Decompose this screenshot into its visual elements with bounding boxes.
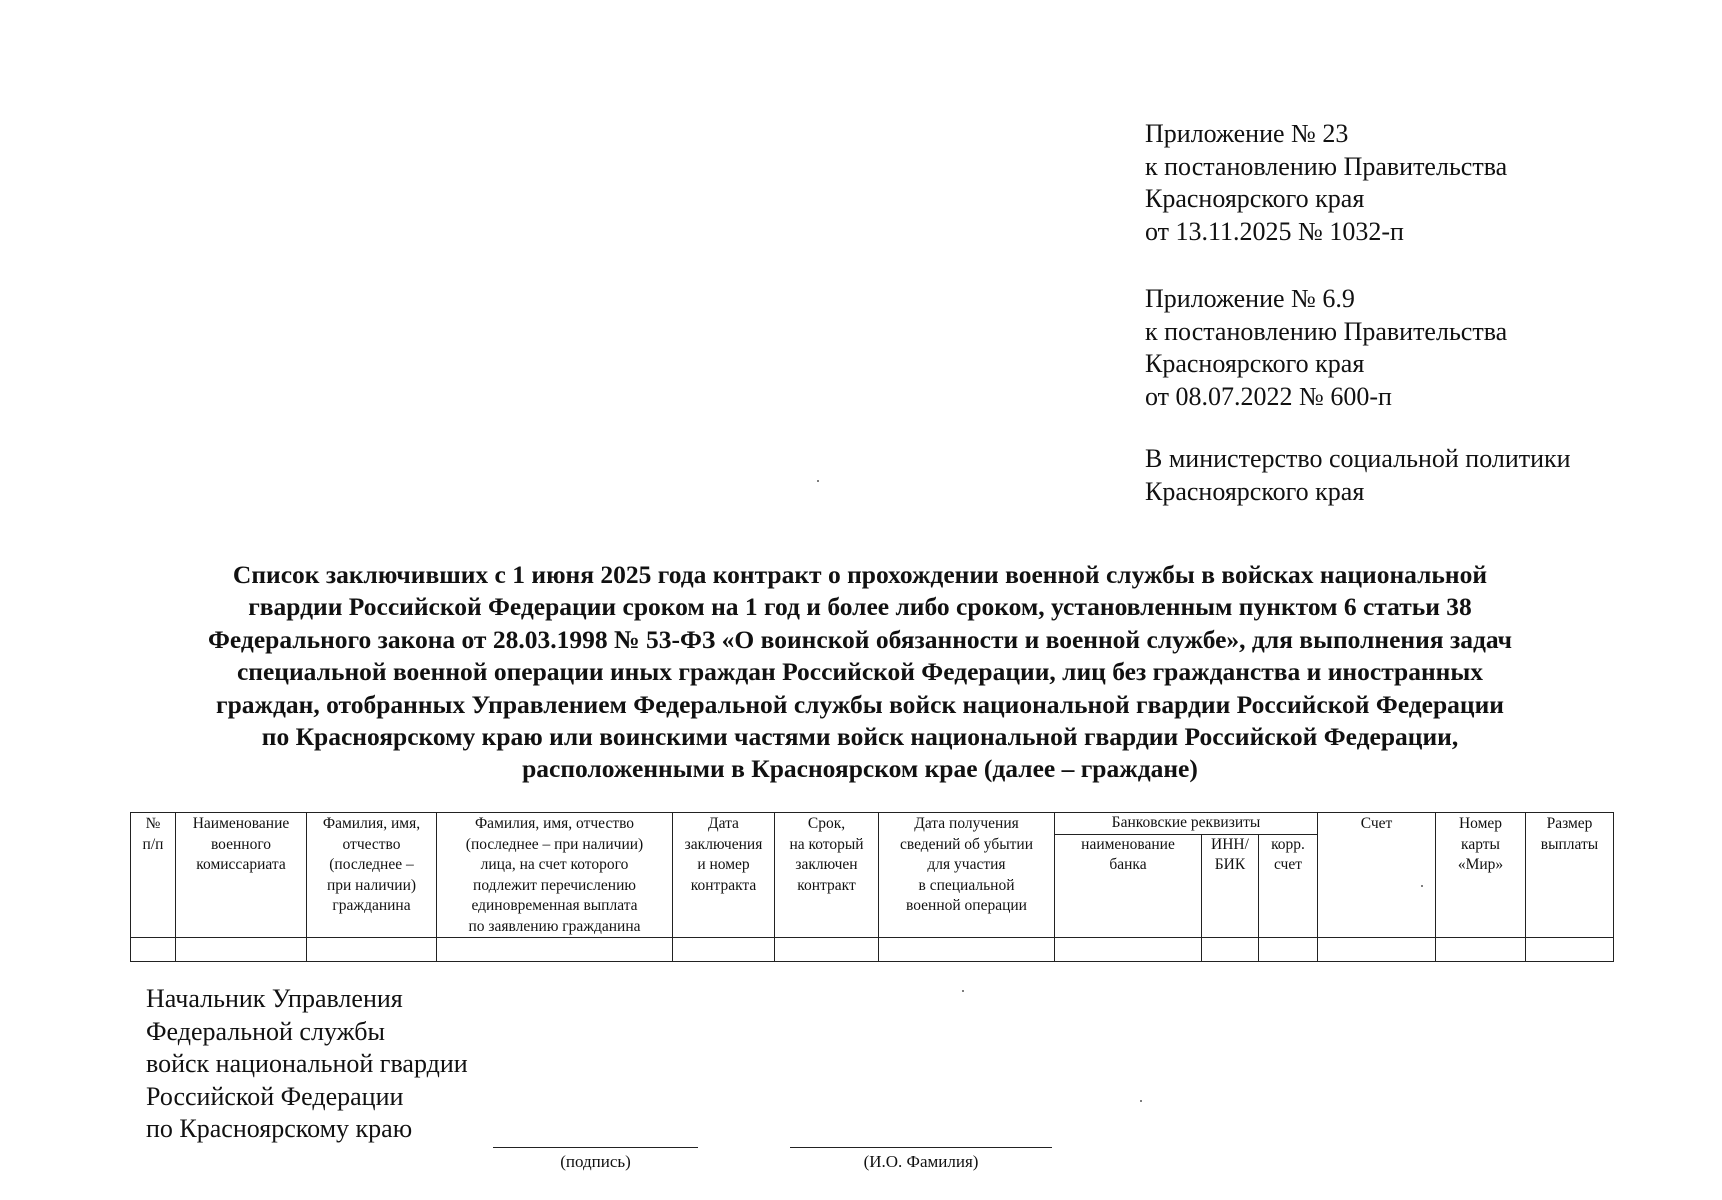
header-text: на который bbox=[789, 835, 864, 853]
annex-line: Приложение № 6.9 bbox=[1145, 284, 1355, 313]
annex-line: от 08.07.2022 № 600-п bbox=[1145, 381, 1392, 411]
header-contract-date bbox=[673, 813, 775, 938]
table-cell bbox=[879, 938, 1055, 962]
header-departure-date bbox=[879, 813, 1055, 938]
table-cell bbox=[1259, 938, 1318, 962]
header-text: подлежит перечислению bbox=[473, 876, 636, 894]
table-cell bbox=[673, 938, 775, 962]
table-cell bbox=[1526, 938, 1614, 962]
name-line bbox=[790, 1147, 1052, 1148]
header-bank-details: Банковские реквизиты bbox=[1055, 813, 1318, 835]
header-text: лица, на счет которого bbox=[480, 856, 629, 873]
header-text: Дата bbox=[708, 815, 739, 832]
title-line: специальной военной операции иных граждан Российской Федерации, лиц без гражданства и иностранных bbox=[236, 657, 1484, 687]
annex-line: Приложение № 23 bbox=[1145, 119, 1349, 148]
name-caption: (И.О. Фамилия) bbox=[863, 1152, 979, 1171]
header-text: заключения bbox=[684, 835, 763, 853]
title-line: Федерального закона от 28.03.1998 № 53-ФЗ «О воинской обязанности и военной службе», для выполнения задач bbox=[208, 624, 1512, 654]
signature-line bbox=[493, 1147, 698, 1148]
header-account bbox=[1318, 813, 1436, 938]
annex-current-reference bbox=[1145, 118, 1507, 248]
header-text: Фамилия, имя, bbox=[322, 815, 421, 832]
header-text: единовременная выплата bbox=[471, 897, 638, 914]
header-text: (последнее – bbox=[329, 856, 414, 873]
table-cell bbox=[437, 938, 673, 962]
table-cell bbox=[1318, 938, 1436, 962]
header-text: выплаты bbox=[1540, 835, 1599, 853]
title-line: гвардии Российской Федерации сроком на 1 год и более либо сроком, установленным пунктом 6 статьи 38 bbox=[248, 592, 1472, 622]
header-payment-amount bbox=[1526, 813, 1614, 938]
header-text: при наличии) bbox=[326, 876, 417, 894]
header-text: Наименование bbox=[192, 815, 290, 832]
table-cell bbox=[1436, 938, 1526, 962]
header-text: Дата получения bbox=[914, 815, 1019, 832]
header-text: Номер bbox=[1458, 815, 1503, 832]
scan-speck bbox=[817, 480, 819, 482]
header-text: и номер bbox=[697, 856, 750, 873]
header-text: карты bbox=[1461, 835, 1500, 853]
scan-speck bbox=[1140, 1100, 1142, 1102]
header-text: ИНН/ bbox=[1211, 835, 1249, 853]
header-commissariat bbox=[176, 813, 307, 938]
document-title bbox=[130, 559, 1590, 786]
header-text: счет bbox=[1273, 856, 1303, 873]
header-text: военной операции bbox=[906, 897, 1027, 914]
title-line: по Красноярскому краю или воинскими частями войск национальной гвардии Российской Федерации, bbox=[261, 722, 1459, 752]
header-contract-term bbox=[775, 813, 879, 938]
header-text: Размер bbox=[1546, 815, 1593, 832]
scan-speck bbox=[962, 990, 964, 992]
header-text: п/п bbox=[142, 835, 164, 853]
annex-line: к постановлению Правительства bbox=[1145, 151, 1508, 181]
header-text: Счет bbox=[1360, 815, 1393, 832]
table-cell bbox=[176, 938, 307, 962]
header-citizen-name bbox=[307, 813, 437, 938]
header-text: (последнее – при наличии) bbox=[465, 835, 644, 853]
title-line: Список заключивших с 1 июня 2025 года контракт о прохождении военной службы в войсках национальной bbox=[232, 560, 1488, 589]
signature-caption: (подпись) bbox=[560, 1152, 631, 1171]
header-num bbox=[131, 813, 176, 938]
header-text: для участия bbox=[927, 856, 1006, 873]
header-text: отчество bbox=[342, 835, 401, 853]
header-text: по заявлению гражданина bbox=[468, 917, 641, 935]
header-text: БИК bbox=[1214, 856, 1246, 873]
title-line: граждан, отобранных Управлением Федеральной службы войск национальной гвардии Российской Федерации bbox=[216, 689, 1504, 719]
header-text: военного bbox=[210, 835, 272, 853]
header-text: наименование bbox=[1081, 835, 1175, 853]
header-text: контракт bbox=[797, 876, 856, 894]
header-text: заключен bbox=[795, 856, 858, 873]
header-inn-bik bbox=[1202, 834, 1259, 938]
annex-line: Красноярского края bbox=[1145, 349, 1365, 378]
table-cell bbox=[775, 938, 879, 962]
table-cell bbox=[307, 938, 437, 962]
annex-line: Красноярского края bbox=[1145, 184, 1365, 213]
header-text: сведений об убытии bbox=[899, 835, 1034, 853]
header-text: банка bbox=[1109, 856, 1147, 873]
annex-line: к постановлению Правительства bbox=[1145, 316, 1508, 346]
table-cell bbox=[1202, 938, 1259, 962]
signer-line: Федеральной службы bbox=[146, 1016, 385, 1046]
header-bank-name bbox=[1055, 834, 1202, 938]
addressee bbox=[1145, 443, 1571, 508]
table-row bbox=[131, 938, 1614, 962]
header-text: в специальной bbox=[918, 876, 1015, 894]
addressee-line: В министерство социальной политики bbox=[1145, 444, 1571, 473]
header-text: корр. bbox=[1271, 835, 1305, 853]
signer-line: войск национальной гвардии bbox=[146, 1049, 468, 1078]
header-text: Фамилия, имя, отчество bbox=[474, 815, 635, 832]
annex-line: от 13.11.2025 № 1032-п bbox=[1145, 216, 1404, 246]
header-text: № bbox=[145, 815, 161, 832]
scan-speck bbox=[1421, 885, 1423, 887]
table-cell bbox=[131, 938, 176, 962]
signer-position bbox=[146, 983, 468, 1146]
header-text: «Мир» bbox=[1457, 856, 1504, 873]
header-corr-account bbox=[1259, 834, 1318, 938]
title-line: расположенными в Красноярском крае (далее – граждане) bbox=[522, 754, 1198, 784]
header-text: гражданина bbox=[332, 897, 411, 914]
addressee-line: Красноярского края bbox=[1145, 476, 1365, 506]
citizens-list-table bbox=[130, 812, 1614, 962]
header-mir-card bbox=[1436, 813, 1526, 938]
annex-original-reference bbox=[1145, 283, 1507, 413]
header-text: Срок, bbox=[807, 815, 846, 832]
header-payee-name bbox=[437, 813, 673, 938]
table-cell bbox=[1055, 938, 1202, 962]
signer-line: по Красноярскому краю bbox=[146, 1114, 413, 1143]
header-text: контракта bbox=[690, 876, 757, 894]
signer-line: Российской Федерации bbox=[146, 1081, 404, 1111]
header-text: комиссариата bbox=[196, 856, 286, 873]
signer-line: Начальник Управления bbox=[146, 984, 403, 1013]
